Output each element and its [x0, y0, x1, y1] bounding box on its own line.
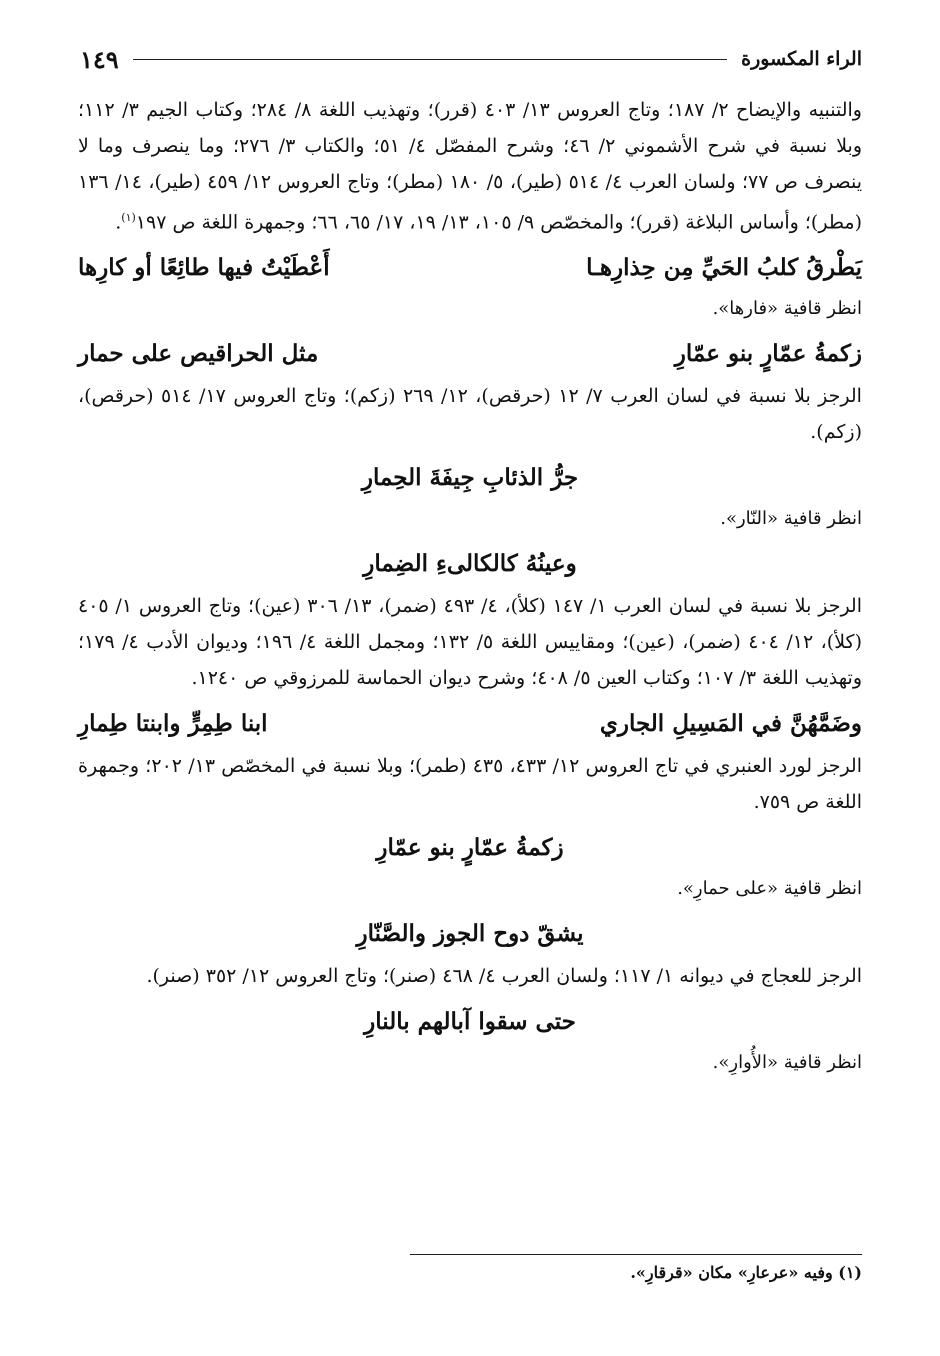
verse-5-hemistich-right: وضَمَّهُنَّ في المَسِيلِ الجاري [599, 710, 862, 738]
header-rule [133, 59, 728, 60]
citation-paragraph-1 [78, 92, 862, 240]
citation-paragraph-7: الرجز للعجاج في ديوانه ١/ ١١٧؛ ولسان العرب ٤/ ٤٦٨ (صنر)؛ وتاج العروس ١٢/ ٣٥٢ (صنر). [146, 965, 862, 988]
footnote-rule [410, 1254, 862, 1255]
verse-3: جرُّ الذئابِ جِيفَةَ الحِمارِ [361, 464, 579, 492]
citation-end-1: . [115, 211, 122, 234]
citation-paragraph-5: الرجز لورد العنبري في تاج العروس ١٢/ ٤٣٣، ٤٣٥ (طمر)؛ وبلا نسبة في المخصّص ١٣/ ٢٠٢؛ وجمهرة اللغة ص ٧٥٩. [78, 755, 863, 814]
page-header [80, 42, 862, 76]
verse-4: وعينُهُ كالكالىءِ الضِمارِ [363, 550, 577, 578]
footnote: (١) وفيه «عرعارِ» مكان «قرقارِ». [630, 1263, 862, 1282]
verse-5-hemistich-left: ابنا طِمِرٍّ وابنتا طِمارِ [78, 710, 268, 738]
page-number: ١٤٩ [80, 44, 119, 74]
cross-reference-8: انظر قافية «الأُوارِ». [712, 1052, 862, 1074]
page-body [78, 92, 862, 1084]
verse-2 [78, 332, 862, 376]
cross-reference-6: انظر قافية «على حمارِ». [677, 878, 862, 900]
verse-7: يشقّ دوح الجوز والصَّنّارِ [356, 920, 584, 948]
verse-2-hemistich-left: مثل الحراقيص على حمار [78, 340, 319, 368]
verse-1-hemistich-left: أَعْطَيْتُ فيها طائِعًا أو كارِها [78, 254, 330, 282]
verse-2-hemistich-right: زكمةُ عمّارٍ بنو عمّارِ [674, 340, 862, 368]
verse-1 [78, 246, 862, 290]
cross-reference-1: انظر قافية «فارها». [712, 298, 862, 320]
running-head: الراء المكسورة [741, 48, 862, 70]
verse-1-hemistich-right: يَطْرقُ كلبُ الحَيِّ مِن حِذارِهـا [586, 254, 862, 282]
citation-text-1: والتنبيه والإيضاح ٢/ ١٨٧؛ وتاج العروس ١٣/ ٤٠٣ (قرر)؛ وتهذيب اللغة ٨/ ٢٨٤؛ وكتاب الجيم ٣/ ١١٢؛ وبلا نسبة في شرح الأشموني ٢/ ٤٦؛ وشرح المفصّل ٤/ ٥١؛ والكتاب ٣/ ٢٧٦؛ وما ينصرف وما لا ينصرف ص ٧٧؛ ولسان العرب ٤/ ٥١٤ (طير)، ٥/ ١٨٠ (مطر)؛ وتاج العروس ١٢/ ٤٥٩ (طير)، ١٤/ ١٣٦ (مطر)؛ وأساس البلاغة (قرر)؛ والمخصّص ٩/ ١٠٥، ١٣/ ١٩، ١٧/ ٦٥، ٦٦؛ وجمهرة اللغة ص ١٩٧ [78, 99, 863, 234]
citation-paragraph-4: الرجز بلا نسبة في لسان العرب ١/ ١٤٧ (كلأ)، ٤/ ٤٩٣ (ضمر)، ١٣/ ٣٠٦ (عين)؛ وتاج العروس ١/ ٤٠٥ (كلأ)، ١٢/ ٤٠٤ (ضمر)، (عين)؛ ومقاييس اللغة ٥/ ١٣٢؛ ومجمل اللغة ٤/ ١٩٦؛ وديوان الأدب ٤/ ١٧٩؛ وتهذيب اللغة ٣/ ١٠٧؛ وكتاب العين ٥/ ٤٠٨؛ وشرح ديوان الحماسة للمرزوقي ص ١٢٤٠. [78, 595, 862, 690]
citation-paragraph-2: الرجز بلا نسبة في لسان العرب ٧/ ١٢ (حرقص)، ١٢/ ٢٦٩ (زكم)؛ وتاج العروس ١٧/ ٥١٤ (حرقص)، (زكم). [78, 385, 862, 444]
verse-8: حتى سقوا آبالهم بالنارِ [364, 1008, 576, 1036]
verse-5 [78, 702, 862, 746]
verse-6: زكمةُ عمّارٍ بنو عمّارِ [376, 834, 564, 862]
cross-reference-3: انظر قافية «النّار». [720, 508, 862, 530]
footnote-marker: (١) [121, 211, 136, 224]
